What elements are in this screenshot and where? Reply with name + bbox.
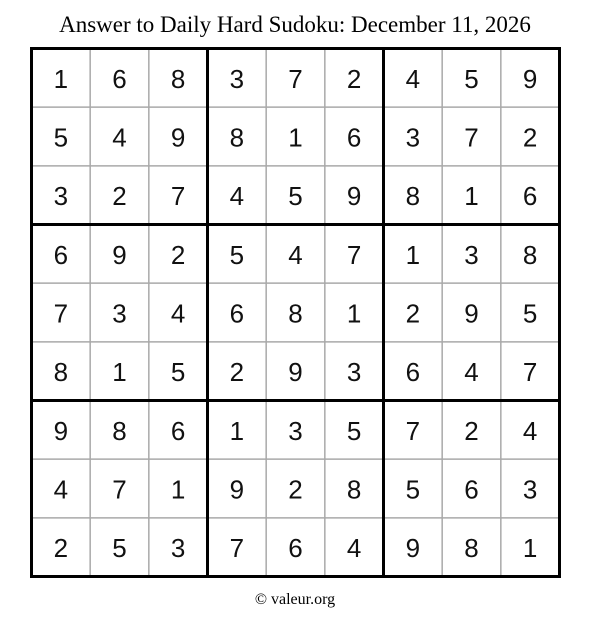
sudoku-cell-digit: 4 bbox=[170, 298, 186, 329]
sudoku-cell-digit: 9 bbox=[522, 63, 538, 94]
sudoku-cell-digit: 9 bbox=[229, 474, 245, 505]
sudoku-cell-digit: 8 bbox=[522, 239, 538, 270]
sudoku-cell-digit: 1 bbox=[229, 415, 245, 446]
sudoku-cell-digit: 5 bbox=[112, 533, 127, 564]
sudoku-cell-digit: 7 bbox=[229, 533, 245, 564]
sudoku-cell-digit: 5 bbox=[464, 63, 479, 94]
sudoku-cell-digit: 3 bbox=[464, 239, 479, 270]
sudoku-cell-digit: 2 bbox=[170, 239, 186, 270]
sudoku-cell-digit: 7 bbox=[464, 122, 479, 153]
sudoku-cell-digit: 5 bbox=[522, 298, 538, 329]
sudoku-cell-digit: 4 bbox=[405, 63, 421, 94]
sudoku-cell-digit: 8 bbox=[405, 181, 421, 212]
sudoku-cell-digit: 6 bbox=[464, 474, 479, 505]
sudoku-cell-digit: 7 bbox=[53, 298, 69, 329]
sudoku-cell-digit: 2 bbox=[522, 122, 538, 153]
sudoku-cell-digit: 1 bbox=[346, 298, 362, 329]
sudoku-cell-digit: 8 bbox=[53, 357, 69, 388]
sudoku-cell-digit: 7 bbox=[112, 474, 127, 505]
sudoku-cell-digit: 2 bbox=[53, 533, 69, 564]
sudoku-cell-digit: 2 bbox=[112, 181, 127, 212]
sudoku-cell-digit: 9 bbox=[346, 181, 362, 212]
sudoku-cell-digit: 6 bbox=[53, 239, 69, 270]
sudoku-cell-digit: 2 bbox=[346, 63, 362, 94]
sudoku-cell-digit: 6 bbox=[522, 181, 538, 212]
sudoku-cell-digit: 8 bbox=[464, 533, 479, 564]
sudoku-cell-digit: 6 bbox=[405, 357, 421, 388]
sudoku-cell-digit: 1 bbox=[112, 357, 127, 388]
copyright-footer: © valeur.org bbox=[254, 591, 336, 608]
sudoku-cell-digit: 1 bbox=[405, 239, 421, 270]
sudoku-cell-digit: 2 bbox=[229, 357, 245, 388]
sudoku-cell-digit: 3 bbox=[405, 122, 421, 153]
sudoku-cell-digit: 4 bbox=[464, 357, 479, 388]
sudoku-cell-digit: 6 bbox=[229, 298, 245, 329]
sudoku-cell-digit: 9 bbox=[53, 415, 69, 446]
sudoku-cell-digit: 9 bbox=[464, 298, 479, 329]
sudoku-cell-digit: 9 bbox=[112, 239, 127, 270]
sudoku-cell-digit: 1 bbox=[53, 63, 69, 94]
sudoku-cell-digit: 4 bbox=[229, 181, 245, 212]
sudoku-cell-digit: 3 bbox=[112, 298, 127, 329]
sudoku-cell-digit: 6 bbox=[112, 63, 127, 94]
sudoku-cell-digit: 3 bbox=[346, 357, 362, 388]
sudoku-cell-digit: 1 bbox=[288, 122, 303, 153]
sudoku-cell-digit: 2 bbox=[288, 474, 303, 505]
sudoku-cell-digit: 9 bbox=[170, 122, 186, 153]
sudoku-cell-digit: 3 bbox=[53, 181, 69, 212]
sudoku-cell-digit: 4 bbox=[522, 415, 538, 446]
sudoku-cell-digit: 7 bbox=[288, 63, 303, 94]
sudoku-cell-digit: 3 bbox=[288, 415, 303, 446]
sudoku-cell-digit: 1 bbox=[464, 181, 479, 212]
sudoku-cell-digit: 8 bbox=[346, 474, 362, 505]
sudoku-cell-digit: 6 bbox=[346, 122, 362, 153]
sudoku-cell-digit: 1 bbox=[170, 474, 186, 505]
sudoku-grid bbox=[30, 47, 561, 578]
sudoku-cell-digit: 5 bbox=[405, 474, 421, 505]
sudoku-cell-digit: 4 bbox=[288, 239, 303, 270]
sudoku-cells bbox=[54, 64, 538, 563]
sudoku-cell-digit: 8 bbox=[170, 63, 186, 94]
sudoku-cell-digit: 7 bbox=[346, 239, 362, 270]
sudoku-cell-digit: 8 bbox=[112, 415, 127, 446]
sudoku-cell-digit: 2 bbox=[405, 298, 421, 329]
sudoku-cell-digit: 4 bbox=[53, 474, 69, 505]
sudoku-cell-digit: 8 bbox=[288, 298, 303, 329]
sudoku-cell-digit: 9 bbox=[288, 357, 303, 388]
sudoku-cell-digit: 2 bbox=[464, 415, 479, 446]
sudoku-cell-digit: 7 bbox=[170, 181, 186, 212]
sudoku-cell-digit: 3 bbox=[170, 533, 186, 564]
sudoku-cell-digit: 6 bbox=[170, 415, 186, 446]
sudoku-cell-digit: 1 bbox=[522, 533, 538, 564]
sudoku-cell-digit: 5 bbox=[288, 181, 303, 212]
sudoku-cell-digit: 9 bbox=[405, 533, 421, 564]
sudoku-cell-digit: 3 bbox=[522, 474, 538, 505]
sudoku-cell-digit: 5 bbox=[229, 239, 245, 270]
sudoku-board bbox=[30, 47, 561, 578]
sudoku-cell-digit: 5 bbox=[346, 415, 362, 446]
sudoku-cell-digit: 5 bbox=[53, 122, 69, 153]
sudoku-cell-digit: 3 bbox=[229, 63, 245, 94]
page-title: Answer to Daily Hard Sudoku: December 11, 2026 bbox=[59, 12, 531, 37]
sudoku-cell-digit: 7 bbox=[405, 415, 421, 446]
sudoku-cell-digit: 4 bbox=[346, 533, 362, 564]
sudoku-cell-digit: 7 bbox=[522, 357, 538, 388]
sudoku-cell-digit: 6 bbox=[288, 533, 303, 564]
sudoku-cell-digit: 8 bbox=[229, 122, 245, 153]
sudoku-cell-digit: 5 bbox=[170, 357, 186, 388]
sudoku-cell-digit: 4 bbox=[112, 122, 127, 153]
